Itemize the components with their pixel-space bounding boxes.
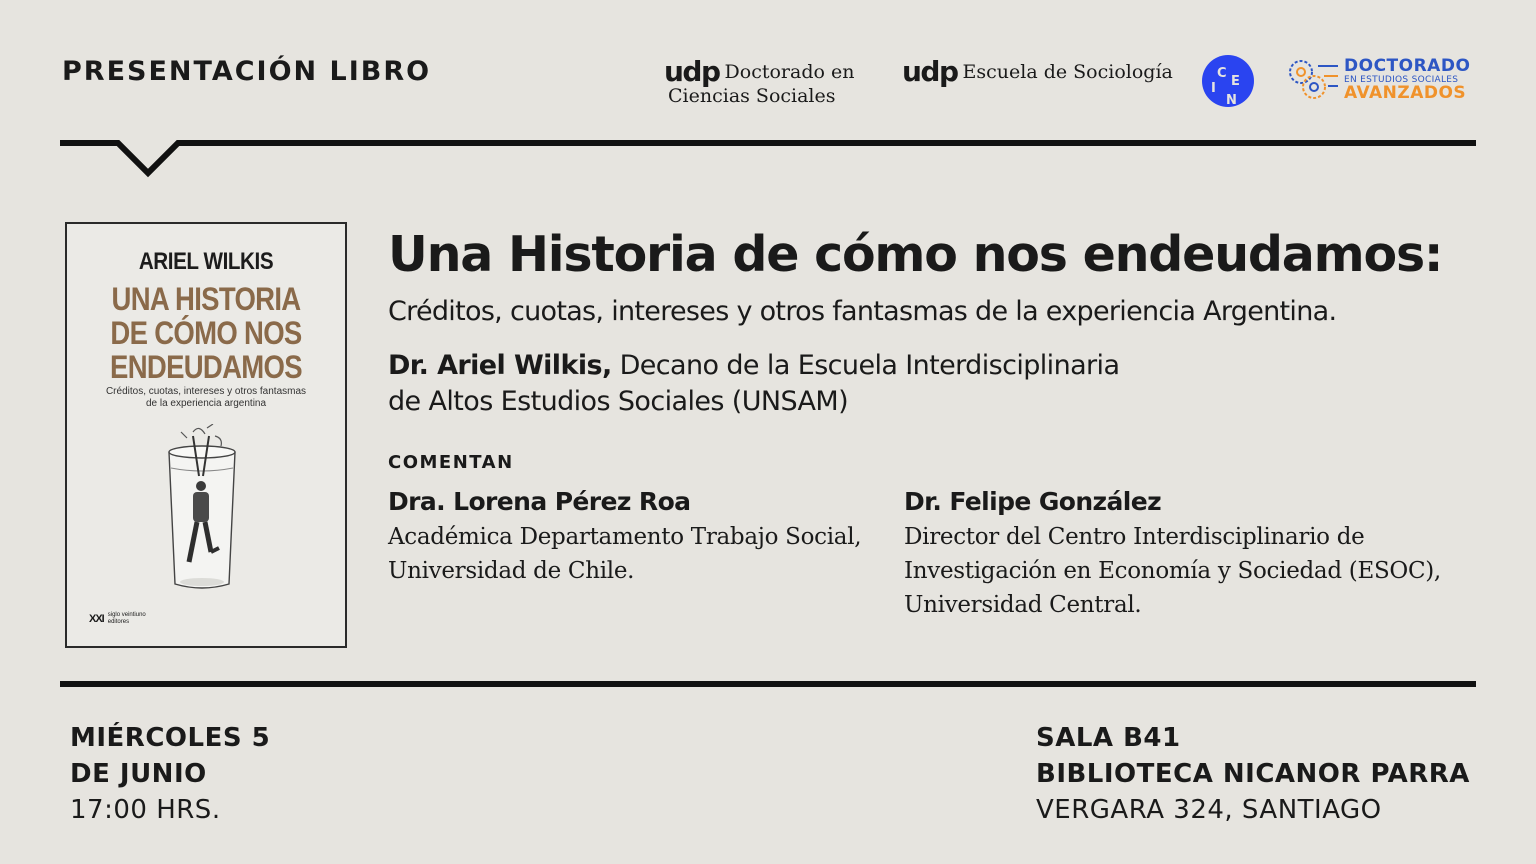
commentator-name: Dr. Felipe González bbox=[904, 487, 1162, 516]
commentator-role-line: Director del Centro Interdisciplinario de bbox=[904, 524, 1365, 550]
event-date-line2: DE JUNIO bbox=[70, 759, 207, 789]
book-cover-subtitle-line: de la experiencia argentina bbox=[145, 398, 267, 409]
glass-illustration bbox=[157, 424, 247, 594]
doctorado-avanzados-line1: DOCTORADO bbox=[1344, 56, 1471, 76]
udp-logo-mark: udp bbox=[902, 55, 958, 88]
udp-doctorado-logo bbox=[664, 55, 855, 107]
event-date-line1: MIÉRCOLES 5 bbox=[70, 723, 271, 753]
doctorado-avanzados-line3: AVANZADOS bbox=[1344, 83, 1467, 103]
publisher-name-line1: siglo veintiuno bbox=[107, 612, 146, 618]
venue-room: SALA B41 bbox=[1036, 723, 1181, 753]
cien-letter-i: I bbox=[1211, 81, 1216, 96]
publisher-logo bbox=[89, 612, 146, 626]
book-cover bbox=[65, 222, 347, 648]
udp-logo-mark: udp bbox=[664, 55, 720, 88]
bottom-divider bbox=[60, 681, 1476, 687]
commentator-role-line: Académica Departamento Trabajo Social, bbox=[388, 524, 862, 550]
venue-library: BIBLIOTECA NICANOR PARRA bbox=[1036, 759, 1470, 789]
commentator-card bbox=[904, 487, 1474, 622]
book-cover-title-line: ENDEUDAMOS bbox=[110, 349, 302, 385]
publisher-mark: XXI bbox=[89, 613, 104, 625]
venue-address: VERGARA 324, SANTIAGO bbox=[1036, 795, 1382, 825]
book-title: Una Historia de cómo nos endeudamos: bbox=[388, 226, 1443, 283]
cien-letter-n: N bbox=[1226, 93, 1237, 108]
commentator-role-line: Investigación en Economía y Sociedad (ESOC), bbox=[904, 558, 1441, 584]
commentator-card bbox=[388, 487, 868, 588]
book-cover-title-line: DE CÓMO NOS bbox=[110, 315, 302, 351]
book-cover-subtitle-line: Créditos, cuotas, intereses y otros fantasmas bbox=[105, 386, 307, 397]
commentators-label: COMENTAN bbox=[388, 452, 514, 473]
commentator-role-line: Universidad de Chile. bbox=[388, 558, 635, 584]
udp-sociologia-logo bbox=[902, 55, 1173, 88]
event-venue bbox=[1036, 720, 1470, 828]
commentator-role bbox=[904, 520, 1474, 622]
udp-doctorado-line2: Ciencias Sociales bbox=[668, 85, 836, 107]
event-time: 17:00 HRS. bbox=[70, 795, 221, 825]
speaker-role-line2: de Altos Estudios Sociales (UNSAM) bbox=[388, 386, 849, 417]
commentator-role-line: Universidad Central. bbox=[904, 592, 1142, 618]
cien-letter-c: C bbox=[1217, 66, 1227, 81]
speaker-info bbox=[388, 348, 1208, 420]
speaker-role-line1: Decano de la Escuela Interdisciplinaria bbox=[611, 350, 1120, 381]
commentator-role bbox=[388, 520, 868, 588]
udp-doctorado-line1: Doctorado en bbox=[724, 61, 855, 83]
doctorado-avanzados-emblem bbox=[1284, 54, 1340, 108]
publisher-name bbox=[108, 612, 146, 626]
event-date bbox=[70, 720, 270, 828]
book-cover-title-line: UNA HISTORIA bbox=[111, 281, 301, 317]
book-cover-author: ARIEL WILKIS bbox=[138, 248, 274, 275]
book-cover-title bbox=[86, 282, 325, 384]
book-subtitle: Créditos, cuotas, intereses y otros fantasmas de la experiencia Argentina. bbox=[388, 296, 1337, 327]
event-type-heading: PRESENTACIÓN LIBRO bbox=[62, 56, 432, 87]
top-divider bbox=[60, 139, 1476, 179]
udp-sociologia-text: Escuela de Sociología bbox=[962, 61, 1173, 83]
speaker-name: Dr. Ariel Wilkis, bbox=[388, 350, 612, 381]
commentator-name: Dra. Lorena Pérez Roa bbox=[388, 487, 691, 516]
cien-logo bbox=[1201, 54, 1255, 108]
cien-letter-e: E bbox=[1231, 74, 1240, 89]
book-cover-subtitle bbox=[97, 386, 315, 410]
publisher-name-line2: editores bbox=[107, 619, 130, 625]
doctorado-avanzados-logo bbox=[1284, 54, 1471, 108]
doctorado-avanzados-line2: EN ESTUDIOS SOCIALES bbox=[1344, 75, 1459, 85]
